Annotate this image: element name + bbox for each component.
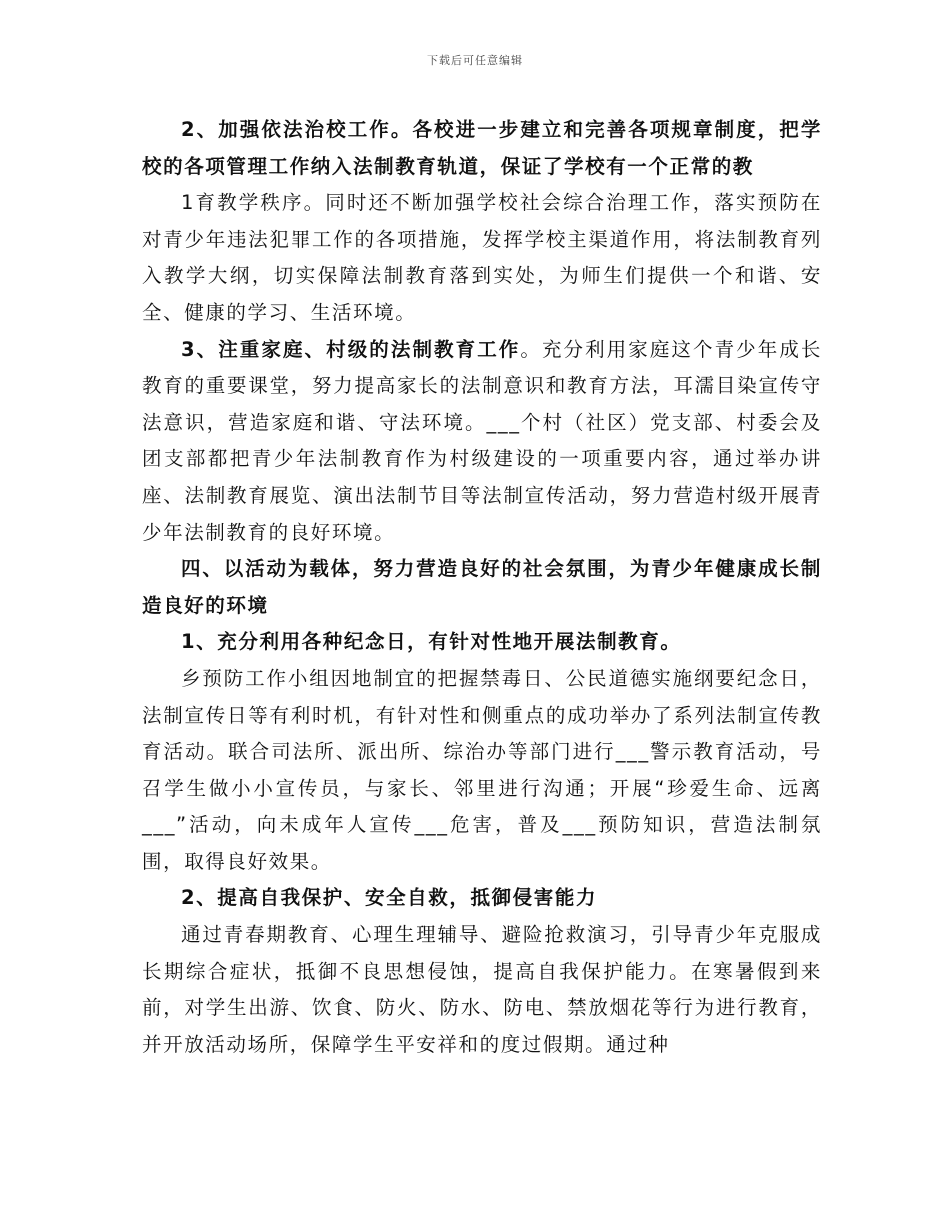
paragraph xyxy=(142,332,822,552)
document-body xyxy=(142,112,822,1063)
paragraph xyxy=(142,917,822,1063)
page-header: 下载后可任意编辑 xyxy=(427,54,523,67)
paragraph-text: 。充分利用家庭这个青少年成长教育的重要课堂，努力提高家长的法制意识和教育方法，耳濡目染宣传守法意识，营造家庭和谐、守法环境。___个村（社区）党支部、村委会及团支部都把青少年法制教育作为村级建设的一项重要内容，通过举办讲座、法制教育展览、演出法制节目等法制宣传活动，努力营造村级开展青少年法制教育的良好环境。 xyxy=(142,337,823,544)
paragraph xyxy=(142,880,822,917)
paragraph-text: 乡预防工作小组因地制宜的把握禁毒日、公民道德实施纲要纪念日，法制宣传日等有利时机，有针对性和侧重点的成功举办了系列法制宣传教育活动。联合司法所、派出所、综治办等部门进行___警示教育活动，号召学生做小小宣传员，与家长、邻里进行沟通；开展“珍爱生命、远离___”活动，向未成年人宣传___危害，普及___预防知识，营造法制氛围，取得良好效果。 xyxy=(142,666,822,873)
paragraph xyxy=(142,112,822,185)
paragraph-heading: 2、提高自我保护、安全自救，抵御侵害能力 xyxy=(181,886,598,910)
paragraph-text: 通过青春期教育、心理生理辅导、避险抢救演习，引导青少年克服成长期综合症状，抵御不良思想侵蚀，提高自我保护能力。在寒暑假到来前，对学生出游、饮食、防火、防水、防电、禁放烟花等行为进行教育，并开放活动场所，保障学生平安祥和的度过假期。通过种 xyxy=(142,923,822,1056)
paragraph xyxy=(142,624,822,661)
paragraph-heading: 3、注重家庭、村级的法制教育工作 xyxy=(181,337,521,361)
paragraph-text: 1育教学秩序。同时还不断加强学校社会综合治理工作，落实预防在对青少年违法犯罪工作的各项措施，发挥学校主渠道作用，将法制教育列入教学大纲，切实保障法制教育落到实处，为师生们提供一个和谐、安全、健康的学习、生活环境。 xyxy=(142,191,822,324)
paragraph-heading: 2、加强依法治校工作。各校进一步建立和完善各项规章制度，把学校的各项管理工作纳入法制教育轨道，保证了学校有一个正常的教 xyxy=(142,118,822,178)
paragraph xyxy=(142,661,822,881)
paragraph xyxy=(142,185,822,331)
section-heading: 四、以活动为载体，努力营造良好的社会氛围，为青少年健康成长制造良好的环境 xyxy=(142,557,822,617)
paragraph-heading: 1、充分利用各种纪念日，有针对性地开展法制教育。 xyxy=(181,630,682,654)
paragraph xyxy=(142,551,822,624)
